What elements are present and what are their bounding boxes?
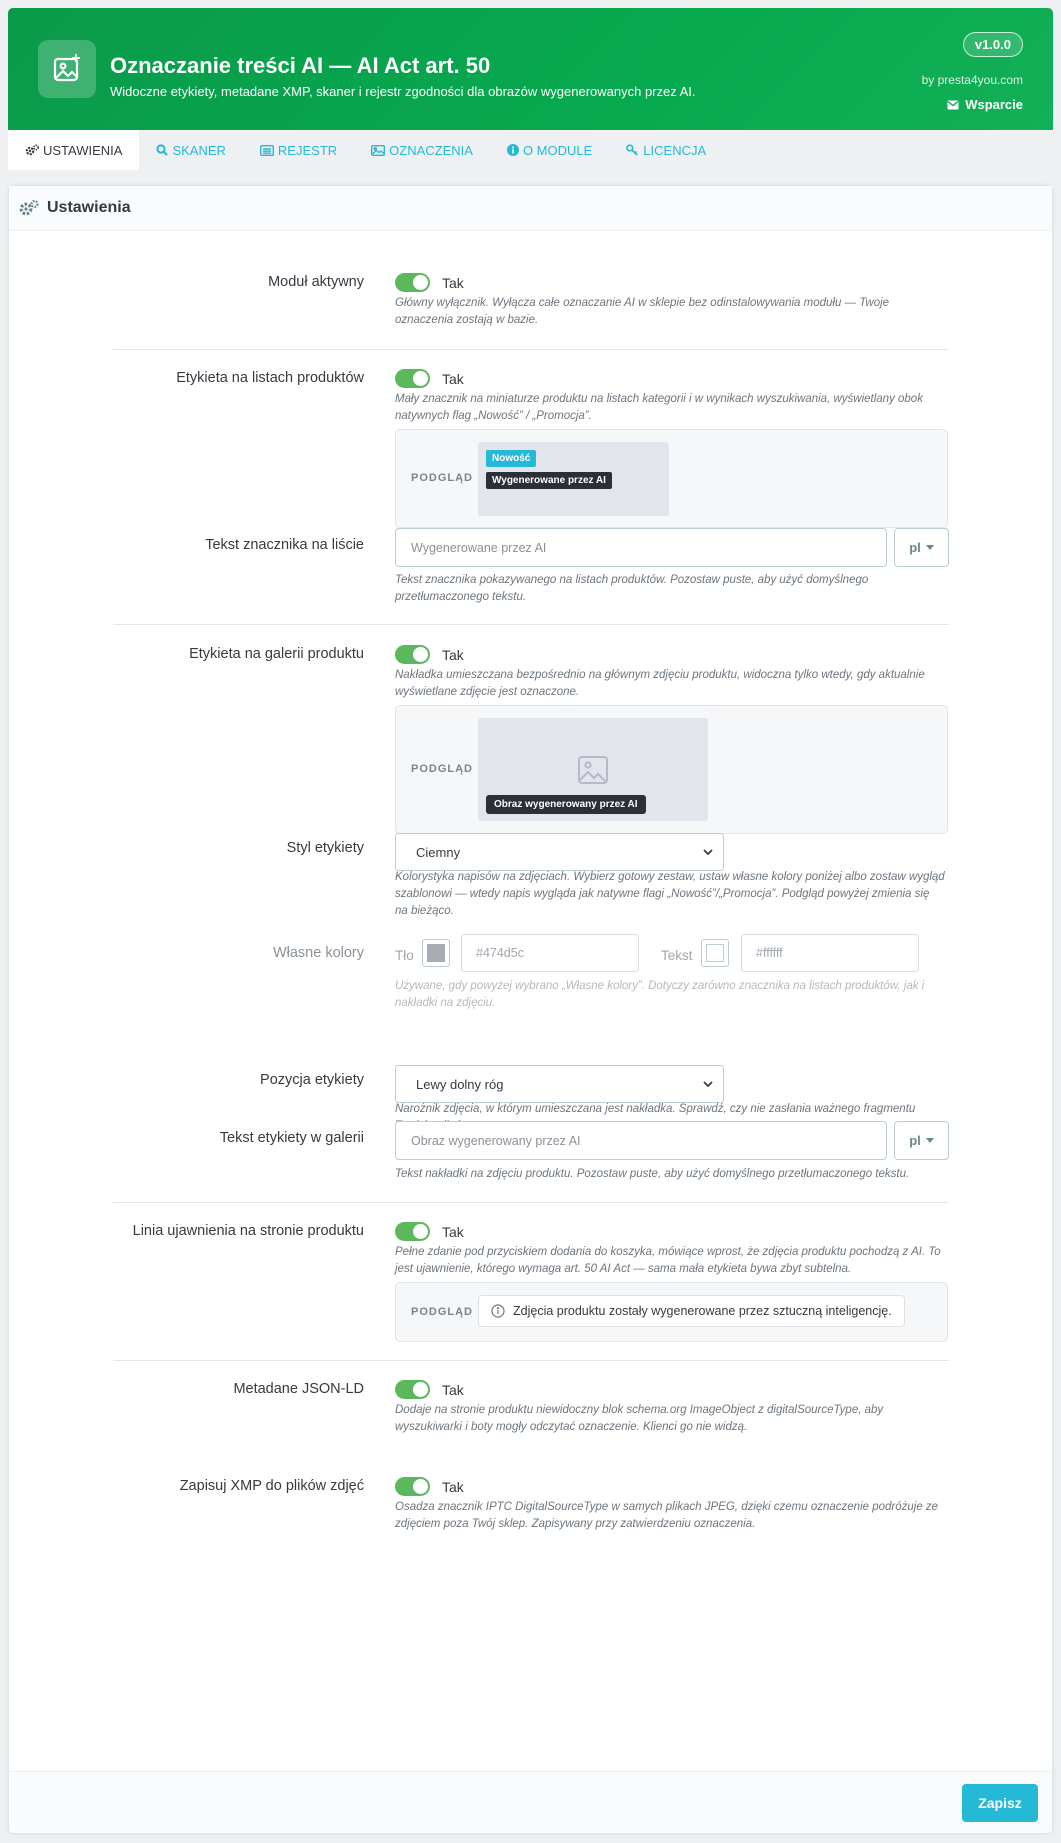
toggle-track <box>395 645 430 664</box>
language-dropdown[interactable] <box>894 1121 949 1160</box>
module-tabs <box>8 130 1053 170</box>
info-circle-icon <box>491 1304 505 1318</box>
caret-down-icon <box>926 545 934 550</box>
preview-label: PODGLĄD <box>411 763 473 775</box>
toggle-value: Tak <box>442 370 464 387</box>
bg-color-label: Tło <box>395 948 414 963</box>
tab-license[interactable] <box>609 130 723 170</box>
product-image-placeholder <box>478 718 708 821</box>
disclosure-preview <box>395 1282 948 1342</box>
key-icon <box>626 144 639 156</box>
tab-label: USTAWIENIA <box>43 142 123 158</box>
disclosure-preview-text: Zdjęcia produktu zostały wygenerowane przez sztuczną inteligencję. <box>513 1304 892 1318</box>
text-color-input[interactable] <box>741 934 919 972</box>
gears-icon <box>19 199 39 217</box>
language-code: pl <box>909 540 921 555</box>
search-icon <box>156 144 168 156</box>
text-color-label: Tekst <box>661 948 693 963</box>
disclosure-line-switch[interactable] <box>395 1222 464 1241</box>
select-value: Ciemny <box>416 844 461 860</box>
info-icon <box>507 144 519 156</box>
envelope-icon <box>947 100 959 110</box>
text-color-swatch <box>706 944 724 962</box>
chevron-down-icon <box>703 1081 713 1088</box>
tab-label: SKANER <box>172 142 226 158</box>
tab-label: O MODULE <box>522 142 593 158</box>
label-style-help: Kolorystyka napisów na zdjęciach. Wybierz gotowy zestaw, ustaw własne kolory poniżej albo zostaw wygląd szablonowi — wtedy napis wygląda jak natywne flagi „Nowość”/„Promocja”. Podgląd powyżej zmienia się na bieżąco. <box>395 871 945 917</box>
language-dropdown[interactable] <box>894 528 949 567</box>
toggle-track <box>395 1380 430 1399</box>
toggle-value: Tak <box>442 1478 464 1495</box>
module-title: Oznaczanie treści AI — AI Act art. 50 <box>110 53 491 78</box>
tab-label: LICENCJA <box>643 142 707 158</box>
version-badge: v1.0.0 <box>963 32 1023 57</box>
support-label: Wsparcie <box>965 97 1023 112</box>
divider <box>113 624 949 625</box>
toggle-value: Tak <box>442 274 464 291</box>
list-badge-text-help: Tekst znacznika pokazywanego na listach produktów. Pozostaw puste, aby użyć domyślnego przetłumaczonego tekstu. <box>395 574 869 603</box>
toggle-track <box>395 273 430 292</box>
label-position-help: Narożnik zdjęcia, w którym umieszczana jest nakładka. Sprawdź, czy nie zasłania ważnego fragmentu <box>395 1103 916 1115</box>
bg-color-picker[interactable] <box>422 939 450 967</box>
toggle-value: Tak <box>442 1223 464 1240</box>
chevron-down-icon <box>703 849 713 856</box>
tab-label: OZNACZENIA <box>389 142 473 158</box>
custom-colors-help: Używane, gdy powyżej wybrano „Własne kolory”. Dotyczy zarówno znacznika na listach produktów, jak i nakładki na zdjęciu. <box>395 980 925 1009</box>
image-placeholder-icon <box>578 756 608 784</box>
module-header <box>8 8 1053 130</box>
image-sparkle-icon <box>38 40 96 98</box>
flag-ai-badge: Wygenerowane przez AI <box>486 472 612 489</box>
gallery-label-switch[interactable] <box>395 645 464 664</box>
tab-registry[interactable] <box>243 130 354 170</box>
gallery-overlay-badge: Obraz wygenerowany przez AI <box>486 795 646 814</box>
divider <box>113 349 949 350</box>
toggle-track <box>395 369 430 388</box>
gallery-label-label: Etykieta na galerii produktu <box>189 646 364 662</box>
label-position-select[interactable] <box>395 1065 724 1103</box>
jsonld-label: Metadane JSON-LD <box>233 1381 364 1397</box>
tab-settings[interactable] <box>8 130 139 170</box>
settings-panel <box>8 185 1053 1834</box>
module-active-switch[interactable] <box>395 273 464 292</box>
product-thumbnail <box>478 442 669 516</box>
xmp-label: Zapisuj XMP do plików zdjęć <box>179 1478 364 1494</box>
toggle-track <box>395 1222 430 1241</box>
xmp-switch[interactable] <box>395 1477 464 1496</box>
toggle-value: Tak <box>442 1381 464 1398</box>
tab-label: REJESTR <box>277 142 338 158</box>
tab-scanner[interactable] <box>139 130 242 170</box>
divider <box>113 1202 949 1203</box>
jsonld-help: Dodaje na stronie produktu niewidoczny blok schema.org ImageObject z digitalSourceType, aby wyszukiwarki i boty mogły odczytać oznaczenie. Klienci go nie widzą. <box>395 1404 884 1433</box>
toggle-track <box>395 1477 430 1496</box>
label-style-label: Styl etykiety <box>286 840 364 856</box>
gallery-text-help: Tekst nakładki na zdjęciu produktu. Pozostaw puste, aby użyć domyślnego przetłumaczonego tekstu. <box>395 1168 910 1180</box>
disclosure-line-label: Linia ujawnienia na stronie produktu <box>132 1223 364 1239</box>
jsonld-switch[interactable] <box>395 1380 464 1399</box>
disclosure-line-help: Pełne zdanie pod przyciskiem dodania do koszyka, mówiące wprost, że zdjęcia produktu pochodzą z AI. To jest ujawnienie, którego wymaga art. 50 AI Act — sama mała etykieta bywa zbyt subtelna. <box>395 1246 941 1275</box>
list-label-label: Etykieta na listach produktów <box>176 370 364 386</box>
bg-color-input[interactable] <box>461 934 639 972</box>
gallery-text-label: Tekst etykiety w galerii <box>219 1130 364 1146</box>
image-icon <box>371 145 385 156</box>
language-code: pl <box>909 1133 921 1148</box>
vendor-byline: by presta4you.com <box>921 73 1023 87</box>
gallery-label-preview <box>395 705 948 834</box>
list-badge-text-input[interactable] <box>395 528 887 567</box>
save-button[interactable]: Zapisz <box>962 1784 1038 1822</box>
disclosure-preview-chip <box>478 1295 905 1327</box>
module-active-help: Główny wyłącznik. Wyłącza całe oznaczanie AI w sklepie bez odinstalowywania modułu — Twoje oznaczenia zostają w bazie. <box>395 297 890 326</box>
tab-about[interactable] <box>490 130 609 170</box>
module-subtitle: Widoczne etykiety, metadane XMP, skaner i rejestr zgodności dla obrazów wygenerowanych przez AI. <box>110 84 696 99</box>
divider <box>113 1360 949 1361</box>
gallery-text-input[interactable] <box>395 1121 887 1160</box>
caret-down-icon <box>926 1138 934 1143</box>
support-link[interactable] <box>947 97 1023 112</box>
panel-footer <box>9 1771 1052 1833</box>
bg-color-swatch <box>427 944 445 962</box>
preview-label: PODGLĄD <box>411 472 473 484</box>
panel-heading <box>9 186 1052 231</box>
list-label-switch[interactable] <box>395 369 464 388</box>
list-badge-text-label: Tekst znacznika na liście <box>205 537 364 553</box>
list-label-preview <box>395 429 948 528</box>
label-position-label: Pozycja etykiety <box>260 1072 364 1088</box>
list-icon <box>260 145 274 156</box>
gears-icon <box>25 144 39 157</box>
preview-label: PODGLĄD <box>411 1306 473 1318</box>
toggle-value: Tak <box>442 646 464 663</box>
gallery-label-help: Nakładka umieszczana bezpośrednio na głównym zdjęciu produktu, widoczna tylko wtedy, gdy aktualnie wyświetlane zdjęcie jest oznaczone. <box>395 669 925 698</box>
text-color-picker[interactable] <box>701 939 729 967</box>
list-label-help: Mały znacznik na miniaturze produktu na listach kategorii i w wynikach wyszukiwania, wyświetlany obok natywnych flag „Nowość” / „Promocja”. <box>395 393 923 422</box>
tab-markings[interactable] <box>354 130 490 170</box>
module-active-label: Moduł aktywny <box>268 274 364 290</box>
label-style-select[interactable] <box>395 833 724 871</box>
select-value: Lewy dolny róg <box>416 1076 504 1092</box>
flag-new-badge: Nowość <box>486 450 536 467</box>
panel-title: Ustawienia <box>47 199 131 216</box>
xmp-help: Osadza znacznik IPTC DigitalSourceType w samych plikach JPEG, dzięki czemu oznaczenie podróżuje ze zdjęciem poza Twój sklep. Zapisywany przy zatwierdzeniu oznaczenia. <box>395 1501 939 1530</box>
custom-colors-label: Własne kolory <box>272 945 364 961</box>
